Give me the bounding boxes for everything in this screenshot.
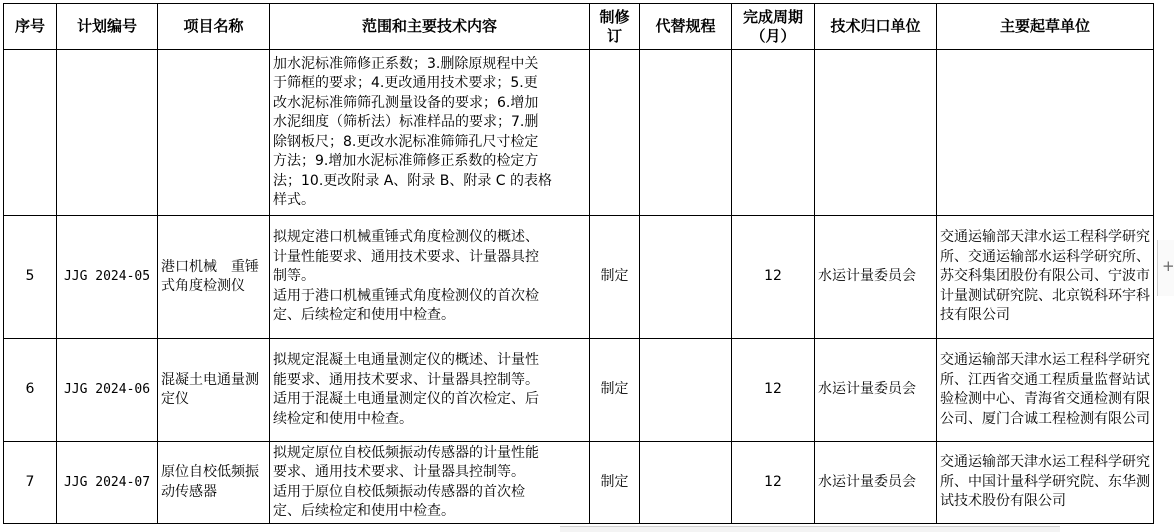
cell-project: 原位自校低频振动传感器: [158, 442, 270, 524]
cell-scope: [270, 339, 590, 442]
cell-plan-no: JJG 2024-07: [57, 442, 158, 524]
cell-scope: [270, 216, 590, 339]
cell-authority: 水运计量委员会: [815, 339, 937, 442]
cell-revise: 制定: [590, 339, 640, 442]
scope-line: 方法；9.增加水泥标准筛修正系数的检定方: [273, 153, 539, 169]
header-plan-no: 计划编号: [57, 4, 158, 50]
scope-line: 改水泥标准筛筛孔测量设备的要求；6.增加: [273, 94, 539, 111]
cell-scope: [270, 442, 590, 524]
scope-line: 于筛框的要求；4.更改通用技术要求；5.更: [273, 75, 538, 91]
cell-drafters: 交通运输部天津水运工程科学研究所、中国计量科学研究院、东华测试技术股份有限公司: [937, 442, 1154, 524]
scope-line: 拟规定港口机械重锤式角度检测仪的概述、: [273, 229, 539, 246]
cell-replace: [640, 339, 732, 442]
cell-seq: 6: [4, 339, 57, 442]
plus-icon[interactable]: +: [1162, 257, 1175, 275]
table-row: [4, 442, 1154, 524]
cell-replace: [640, 442, 732, 524]
cell-period: 12: [732, 216, 815, 339]
cell-project: [158, 50, 270, 216]
cell-scope: [270, 50, 590, 216]
table-row: [4, 339, 1154, 442]
horizontal-scrollbar[interactable]: [560, 526, 1060, 532]
table-row: [4, 216, 1154, 339]
header-project: 项目名称: [158, 4, 270, 50]
scope-line: 拟规定原位自校低频振动传感器的计量性能: [273, 444, 539, 461]
cell-plan-no: JJG 2024-06: [57, 339, 158, 442]
header-scope: 范围和主要技术内容: [270, 4, 590, 50]
header-authority: 技术归口单位: [815, 4, 937, 50]
cell-authority: 水运计量委员会: [815, 442, 937, 524]
cell-drafters: 交通运输部天津水运工程科学研究所、交通运输部水运科学研究所、苏交科集团股份有限公司、宁波市计量测试研究院、北京锐科环宇科技有限公司: [937, 216, 1154, 339]
scope-line: 水泥细度（筛析法）标准样品的要求；7.删: [273, 114, 539, 130]
scope-line: 要求、通用技术要求、计量器具控制等。: [273, 464, 525, 480]
header-replace: 代替规程: [640, 4, 732, 50]
cell-authority: 水运计量委员会: [815, 216, 937, 339]
scope-line: 续检定和使用中检查。: [273, 410, 413, 427]
scope-line: 定、后续检定和使用中检查。: [273, 503, 455, 519]
cell-authority: [815, 50, 937, 216]
cell-revise: 制定: [590, 442, 640, 524]
scope-line: 样式。: [273, 192, 315, 208]
scope-line: 法；10.更改附录 A、附录 B、附录 C 的表格: [273, 172, 553, 189]
cell-drafters: 交通运输部天津水运工程科学研究所、江西省交通工程质量监督站试验检测中心、青海省交通检测有限公司、厦门合诚工程检测有限公司: [937, 339, 1154, 442]
scope-line: 除钢板尺；8.更改水泥标准筛筛孔尺寸检定: [273, 133, 539, 150]
table-row-continuation: [4, 50, 1154, 216]
plan-table: [3, 3, 1154, 524]
cell-period: [732, 50, 815, 216]
header-period: 完成周期（月）: [732, 4, 815, 50]
cell-revise: [590, 50, 640, 216]
cell-project: 混凝土电通量测定仪: [158, 339, 270, 442]
cell-plan-no: [57, 50, 158, 216]
scope-line: 适用于原位自校低频振动传感器的首次检: [273, 483, 525, 500]
cell-replace: [640, 50, 732, 216]
header-drafters: 主要起草单位: [937, 4, 1154, 50]
scope-line: 加水泥标准筛修正系数；3.删除原规程中关: [273, 55, 539, 72]
cell-replace: [640, 216, 732, 339]
cell-revise: 制定: [590, 216, 640, 339]
scope-line: 制等。: [273, 268, 315, 285]
scope-line: 计量性能要求、通用技术要求、计量器具控: [273, 248, 539, 265]
scope-line: 适用于港口机械重锤式角度检测仪的首次检: [273, 287, 539, 304]
header-seq: 序号: [4, 4, 57, 50]
cell-seq: [4, 50, 57, 216]
scope-line: 拟规定混凝土电通量测定仪的概述、计量性: [273, 352, 539, 368]
scope-line: 定、后续检定和使用中检查。: [273, 307, 455, 324]
cell-seq: 7: [4, 442, 57, 524]
cell-drafters: [937, 50, 1154, 216]
cell-seq: 5: [4, 216, 57, 339]
cell-project: 港口机械 重锤式角度检测仪: [158, 216, 270, 339]
cell-period: 12: [732, 339, 815, 442]
header-revise: 制修订: [590, 4, 640, 50]
cell-period: 12: [732, 442, 815, 524]
cell-plan-no: JJG 2024-05: [57, 216, 158, 339]
scope-line: 能要求、通用技术要求、计量器具控制等。: [273, 371, 539, 388]
table-header-row: [4, 4, 1154, 50]
scope-line: 适用于混凝土电通量测定仪的首次检定、后: [273, 391, 539, 407]
